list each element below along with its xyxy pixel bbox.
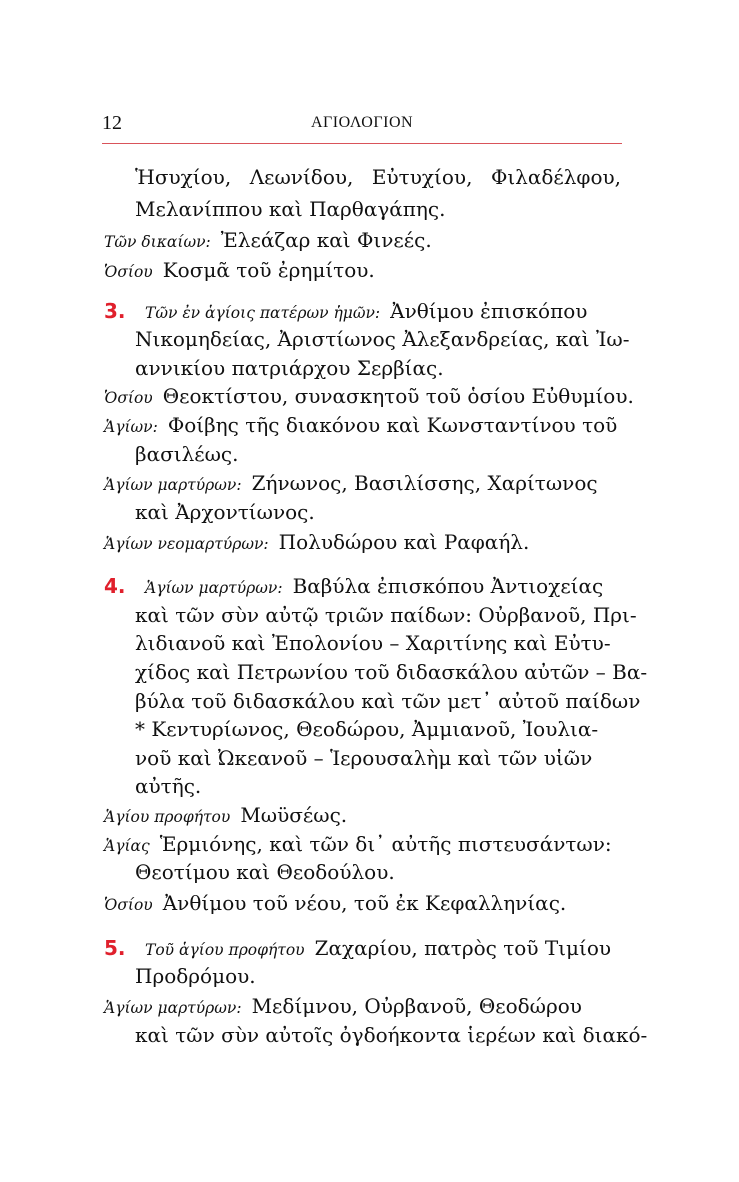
category-label: Τοῦ ἁγίου προφήτου — [145, 941, 305, 959]
text-line: χίδος καὶ Πετρωνίου τοῦ διδασκάλου αὐτῶν – Βα- — [135, 660, 648, 684]
entry-line: Ἁγίων: Φοίβης τῆς διακόνου καὶ Κωνσταντίνου τοῦ — [104, 413, 618, 437]
entry-line: Ὁσίου Θεοκτίστου, συνασκητοῦ τοῦ ὁσίου Εὐθυμίου. — [104, 384, 634, 408]
category-label: Ἁγίων μαρτύρων: — [104, 999, 242, 1017]
category-label: Ἁγίου προφήτου — [104, 808, 231, 826]
day-number: 3. — [104, 299, 126, 323]
text-line: αὐτῆς. — [135, 774, 202, 798]
entry-line: Ἁγίων μαρτύρων: Βαβύλα ἐπισκόπου Ἀντιοχείας — [145, 574, 604, 598]
entry-line: Τοῦ ἁγίου προφήτου Ζαχαρίου, πατρὸς τοῦ Τιμίου — [145, 936, 612, 960]
text-line: αννικίου πατριάρχου Σερβίας. — [135, 356, 444, 380]
entry-line: Ὁσίου Κοσμᾶ τοῦ ἐρημίτου. — [104, 258, 375, 282]
text-line: Μελανίππου καὶ Παρθαγάπης. — [135, 197, 446, 221]
category-label: Ἁγίων μαρτύρων: — [104, 476, 242, 494]
entry-line: Ἁγίας Ἑρμιόνης, καὶ τῶν δι᾽ αὐτῆς πιστευσάντων: — [104, 832, 612, 856]
text-line: λιδιανοῦ καὶ Ἐπολονίου – Χαριτίνης καὶ Εὐτυ- — [135, 631, 611, 655]
entry-line: Ἁγίων μαρτύρων: Μεδίμνου, Οὐρβανοῦ, Θεοδώρου — [104, 994, 582, 1018]
text-line: καὶ τῶν σὺν αὐτῷ τριῶν παίδων: Οὐρβανοῦ, Πρι- — [135, 603, 637, 627]
page-number: 12 — [102, 112, 122, 134]
entry-line: Ἁγίων νεομαρτύρων: Πολυδώρου καὶ Ραφαήλ. — [104, 530, 530, 554]
text-line: Ἡσυχίου, Λεωνίδου, Εὐτυχίου, Φιλαδέλφου, — [135, 165, 621, 189]
entry-line: Ὁσίου Ἀνθίμου τοῦ νέου, τοῦ ἐκ Κεφαλληνίας. — [104, 891, 567, 915]
category-label: Ἁγίων μαρτύρων: — [145, 579, 283, 597]
text-line: καὶ Ἀρχοντίωνος. — [135, 500, 315, 524]
text-line: Προδρόμου. — [135, 964, 256, 988]
text-line: Νικομηδείας, Ἀριστίωνος Ἀλεξανδρείας, καὶ Ἰω- — [135, 327, 630, 351]
day-number: 5. — [104, 936, 126, 960]
text-line: καὶ τῶν σὺν αὐτοῖς ὀγδοήκοντα ἱερέων καὶ διακό- — [135, 1023, 648, 1047]
category-label: Ἁγίας — [104, 837, 150, 855]
text-line: βασιλέως. — [135, 442, 239, 466]
category-label: Ὁσίου — [104, 263, 153, 281]
category-label: Τῶν ἐν ἁγίοις πατέρων ἡμῶν: — [145, 304, 381, 322]
running-title: ΑΓΙΟΛΟΓΙΟΝ — [310, 114, 414, 131]
day-number: 4. — [104, 574, 126, 598]
category-label: Ὁσίου — [104, 389, 153, 407]
text-line: νοῦ καὶ Ὠκεανοῦ – Ἱερουσαλὴμ καὶ τῶν υἱῶν — [135, 746, 593, 770]
text-line: Θεοτίμου καὶ Θεοδούλου. — [135, 860, 395, 884]
entry-line: Τῶν ἐν ἁγίοις πατέρων ἡμῶν: Ἀνθίμου ἐπισκόπου — [145, 299, 588, 323]
entry-line: Ἁγίου προφήτου Μωϋσέως. — [104, 803, 348, 827]
entry-line: Τῶν δικαίων: Ἐλεάζαρ καὶ Φινεές. — [104, 228, 432, 252]
category-label: Ὁσίου — [104, 896, 153, 914]
text-line: * Κεντυρίωνος, Θεοδώρου, Ἀμμιανοῦ, Ἰουλια- — [135, 717, 599, 741]
entry-line: Ἁγίων μαρτύρων: Ζήνωνος, Βασιλίσσης, Χαρίτωνος — [104, 471, 598, 495]
text-line: βύλα τοῦ διδασκάλου καὶ τῶν μετ᾽ αὐτοῦ παίδων — [135, 689, 641, 713]
category-label: Ἁγίων: — [104, 418, 158, 436]
category-label: Ἁγίων νεομαρτύρων: — [104, 535, 269, 553]
category-label: Τῶν δικαίων: — [104, 233, 211, 251]
